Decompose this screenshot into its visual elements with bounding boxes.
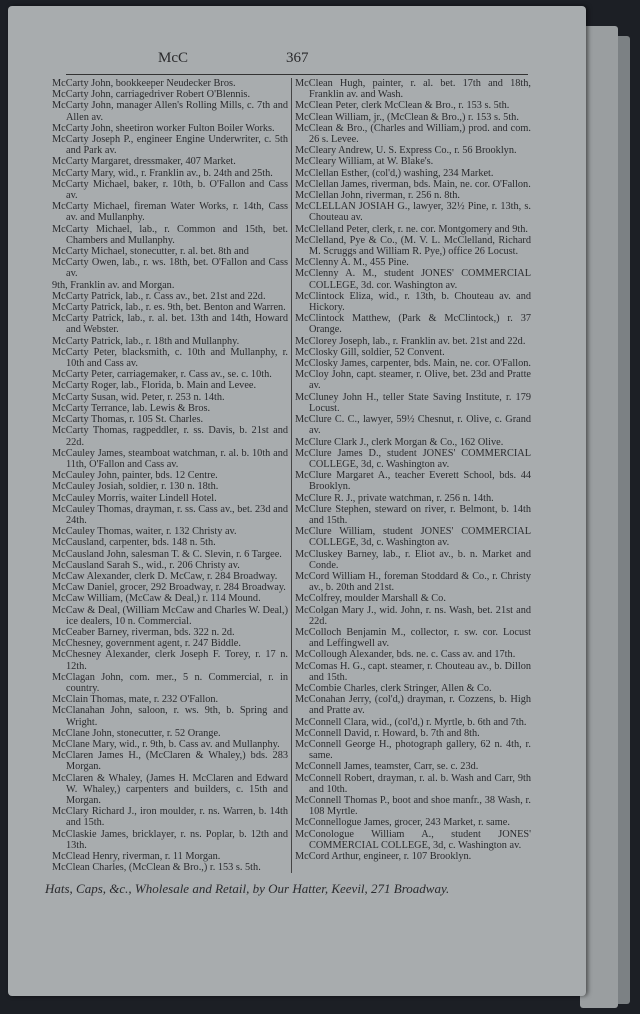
directory-entry: McConnellogue James, grocer, 243 Market, r. same. <box>295 817 510 829</box>
directory-entry: McCarty Michael, lab., r. Common and 15th, bet. Chambers and Mullanphy. <box>52 223 288 246</box>
directory-entry: McClean Peter, clerk McClean & Bro., r. 153 s. 5th. <box>295 100 510 112</box>
directory-entry: McChesney Alexander, clerk Joseph F. Torey, r. 17 n. 12th. <box>52 649 288 672</box>
directory-entry: McClean & Bro., (Charles and William,) prod. and com. 26 s. Levee. <box>295 122 531 146</box>
directory-entry: McClenny A. M., 455 Pine. <box>295 257 409 269</box>
directory-entry: McConahan Jerry, (col'd,) drayman, r. Cozzens, b. High and Pratte av. <box>295 694 531 717</box>
directory-entry: McCarty Patrick, lab., r. 18th and Mullanphy. <box>52 335 240 347</box>
directory-entry: McCollough Alexander, bds. ne. c. Cass av. and 17th. <box>295 649 516 661</box>
directory-entry: McClenny A. M., student JONES' COMMERCIAL COLLEGE, 3d. cor. Washington av. <box>295 268 531 291</box>
directory-entry: McCarty John, carriagedriver Robert O'Blennis. <box>52 89 251 101</box>
directory-entry: McChesney, government agent, r. 247 Biddle. <box>52 638 241 650</box>
directory-entry: McCarty Owen, lab., r. ws. 18th, bet. O'Fallon and Cass av. <box>52 257 288 280</box>
directory-entry: McCarty Roger, lab., Florida, b. Main and Levee. <box>52 380 257 392</box>
directory-entry: McClellan James, riverman, bds. Main, ne. cor. O'Fallon. <box>295 178 531 190</box>
directory-entry: McClure Margaret A., teacher Everett School, bds. 44 Brooklyn. <box>295 470 531 493</box>
directory-entry: McCarty Michael, baker, r. 10th, b. O'Fallon and Cass av. <box>52 178 288 202</box>
directory-entry: McCarty Susan, wid. Peter, r. 253 n. 14th. <box>52 391 225 403</box>
directory-entry: McCauley James, steamboat watchman, r. al. b. 10th and 11th, O'Fallon and Cass av. <box>52 447 288 470</box>
directory-entry: McClelland Peter, clerk, r. ne. cor. Montgomery and 9th. <box>295 223 528 235</box>
directory-entry: McColfrey, moulder Marshall & Co. <box>295 593 446 605</box>
directory-entry: McClean Hugh, painter, r. al. bet. 17th and 18th, Franklin av. and Wash. <box>295 78 531 101</box>
directory-entry: McCarty John, bookkeeper Neudecker Bros. <box>52 78 236 89</box>
directory-entry: McClure C. C., lawyer, 59½ Chesnut, r. Olive, c. Grand av. <box>295 414 531 437</box>
directory-entry: McCaw & Deal, (William McCaw and Charles W. Deal,) ice dealers, 10 n. Commercial. <box>52 604 288 627</box>
directory-entry: McCarty Mary, wid., r. Franklin av., b. 24th and 25th. <box>52 167 273 179</box>
directory-entry: McCarty John, manager Allen's Rolling Mills, c. 7th and Allen av. <box>52 100 288 123</box>
directory-entry: McClary Richard J., iron moulder, r. ns. Warren, b. 14th and 15th. <box>52 806 288 829</box>
directory-entry: McCarty Patrick, lab., r. Cass av., bet. 21st and 22d. <box>52 290 266 302</box>
directory-entry: McCeaber Barney, riverman, bds. 322 n. 2d. <box>52 626 235 638</box>
directory-entry: McCaw Alexander, clerk D. McCaw, r. 284 Broadway. <box>52 570 278 582</box>
directory-columns <box>52 78 532 873</box>
directory-entry: McCord William H., foreman Stoddard & Co., r. Christy av., b. 20th and 21st. <box>295 570 531 594</box>
directory-entry: McClure William, student JONES' COMMERCIAL COLLEGE, 3d, c. Washington av. <box>295 526 531 549</box>
directory-entry: McClane John, stonecutter, r. 52 Orange. <box>52 727 221 739</box>
page-header <box>66 50 528 74</box>
directory-entry: McCausland Sarah S., wid., r. 206 Christy av. <box>52 559 240 571</box>
directory-entry: McCauley Josiah, soldier, r. 130 n. 18th. <box>52 481 219 493</box>
directory-entry: McConnell James, teamster, Carr, se. c. 23d. <box>295 761 479 773</box>
directory-entry: McClaskie James, bricklayer, r. ns. Poplar, b. 12th and 13th. <box>52 828 288 851</box>
directory-entry: McCarty Thomas, r. 105 St. Charles. <box>52 414 204 426</box>
directory-entry: McCaw Daniel, grocer, 292 Broadway, r. 284 Broadway. <box>52 582 286 594</box>
page-number: 367 <box>286 50 309 66</box>
directory-entry: McClelland, Pye & Co., (M. V. L. McClelland, Richard M. Scruggs and William R. Pye,) office 26 Locust. <box>295 234 531 258</box>
directory-entry: McCausland John, salesman T. & C. Slevin, r. 6 Targee. <box>52 548 282 560</box>
directory-entry: McCleary William, at W. Blake's. <box>295 156 434 168</box>
left-column <box>52 78 288 873</box>
directory-entry: McCarty Patrick, lab., r. es. 9th, bet. Benton and Warren. <box>52 302 286 314</box>
directory-entry: McClintock Eliza, wid., r. 13th, b. Chouteau av. and Hickory. <box>295 290 531 314</box>
directory-entry: McClean William, jr., (McClean & Bro.,) r. 153 s. 5th. <box>295 111 519 123</box>
directory-entry: McClintock Matthew, (Park & McClintock,) r. 37 Orange. <box>295 313 531 336</box>
directory-entry: 9th, Franklin av. and Morgan. <box>52 279 175 291</box>
directory-entry: McCarty Terrance, lab. Lewis & Bros. <box>52 402 211 414</box>
right-column <box>295 78 531 873</box>
directory-entry: McCLELLAN JOSIAH G., lawyer, 32½ Pine, r. 13th, s. Chouteau av. <box>295 201 531 224</box>
directory-entry: McColgan Mary J., wid. John, r. ns. Wash, bet. 21st and 22d. <box>295 604 531 627</box>
directory-entry: McClagan John, com. mer., 5 n. Commercial, r. in country. <box>52 671 288 694</box>
directory-entry: McCauley Thomas, drayman, r. ss. Cass av., bet. 23d and 24th. <box>52 503 288 526</box>
directory-entry: McCleary Andrew, U. S. Express Co., r. 56 Brooklyn. <box>295 145 517 157</box>
directory-entry: McClure James D., student JONES' COMMERCIAL COLLEGE, 3d, c. Washington av. <box>295 447 531 470</box>
directory-entry: McClure Clark J., clerk Morgan & Co., 162 Olive. <box>295 436 504 448</box>
directory-entry: McCluskey Barney, lab., r. Eliot av., b. n. Market and Conde. <box>295 548 531 571</box>
directory-entry: McComas H. G., capt. steamer, r. Chouteau av., b. Dillon and 15th. <box>295 660 531 683</box>
directory-entry: McCarty Michael, fireman Water Works, r. 14th, Cass av. and Mullanphy. <box>52 201 288 224</box>
directory-entry: McCord Arthur, engineer, r. 107 Brooklyn. <box>295 851 472 863</box>
directory-entry: McCarty Peter, carriagemaker, r. Cass av., se. c. 10th. <box>52 369 272 381</box>
directory-entry: McClorey Joseph, lab., r. Franklin av. bet. 21st and 22d. <box>295 335 526 347</box>
directory-entry: McClellan John, riverman, r. 256 n. 8th. <box>295 190 461 202</box>
directory-entry: McCauley John, painter, bds. 12 Centre. <box>52 470 218 482</box>
directory-entry: McConnell George H., photograph gallery, 62 n. 4th, r. same. <box>295 738 531 762</box>
directory-entry: McCluney John H., teller State Saving Institute, r. 179 Locust. <box>295 391 531 414</box>
directory-entry: McConnell Thomas P., boot and shoe manfr., 38 Wash, r. 108 Myrtle. <box>295 795 531 818</box>
directory-entry: McClaren & Whaley, (James H. McClaren and Edward W. Whaley,) carpenters and builders, c. 15th and Morgan. <box>52 772 288 806</box>
directory-entry: McCauley Morris, waiter Lindell Hotel. <box>52 492 217 504</box>
directory-entry: McConnell Robert, drayman, r. al. b. Wash and Carr, 9th and 10th. <box>295 772 531 795</box>
directory-entry: McConnell David, r. Howard, b. 7th and 8th. <box>295 727 480 739</box>
directory-entry: McClane Mary, wid., r. 9th, b. Cass av. and Mullanphy. <box>52 738 280 750</box>
footer-advertisement: Hats, Caps, &c., Wholesale and Retail, by Our Hatter, Keevil, 271 Broadway. <box>45 881 450 897</box>
directory-entry: McClaren James H., (McClaren & Whaley,) bds. 283 Morgan. <box>52 750 288 773</box>
directory-entry: McClure R. J., private watchman, r. 256 n. 14th. <box>295 492 494 504</box>
directory-entry: McClure Stephen, steward on river, r. Belmont, b. 14th and 15th. <box>295 503 531 526</box>
directory-entry: McClellan Esther, (col'd,) washing, 234 Market. <box>295 167 494 179</box>
header-rule <box>66 74 528 75</box>
column-divider <box>291 78 292 873</box>
directory-entry: McClanahan John, saloon, r. ws. 9th, b. Spring and Wright. <box>52 705 288 728</box>
directory-entry: McCarty Thomas, ragpeddler, r. ss. Davis, b. 21st and 22d. <box>52 425 288 448</box>
directory-entry: McCarty Michael, stonecutter, r. al. bet. 8th and <box>52 246 249 258</box>
directory-entry: McClosky Gill, soldier, 52 Convent. <box>295 346 445 358</box>
directory-entry: McConologue William A., student JONES' COMMERCIAL COLLEGE, 3d, c. Washington av. <box>295 828 531 851</box>
directory-entry: McClean Charles, (McClean & Bro.,) r. 153 s. 5th. <box>52 862 261 874</box>
directory-entry: McCaw William, (McCaw & Deal,) r. 114 Mound. <box>52 593 261 605</box>
directory-entry: McCauley Thomas, waiter, r. 132 Christy av. <box>52 526 237 538</box>
directory-entry: McCarty Patrick, lab., r. al. bet. 13th and 14th, Howard and Webster. <box>52 313 288 336</box>
directory-entry: McClead Henry, riverman, r. 11 Morgan. <box>52 851 221 863</box>
directory-entry: McCarty Peter, blacksmith, c. 10th and Mullanphy, r. 10th and Cass av. <box>52 346 288 370</box>
directory-entry: McCarty Joseph P., engineer Engine Underwriter, c. 5th and Park av. <box>52 134 288 157</box>
directory-entry: McClosky James, carpenter, bds. Main, ne. cor. O'Fallon. <box>295 358 531 370</box>
directory-entry: McCombie Charles, clerk Stringer, Allen & Co. <box>295 682 492 694</box>
directory-entry: McCloy John, capt. steamer, r. Olive, bet. 23d and Pratte av. <box>295 369 531 392</box>
directory-entry: McCarty John, sheetiron worker Fulton Boiler Works. <box>52 122 275 134</box>
directory-entry: McClain Thomas, mate, r. 232 O'Fallon. <box>52 694 219 706</box>
directory-entry: McCarty Margaret, dressmaker, 407 Market. <box>52 156 236 168</box>
directory-entry: McConnell Clara, wid., (col'd,) r. Myrtle, b. 6th and 7th. <box>295 716 527 728</box>
directory-page <box>8 6 586 996</box>
directory-entry: McColloch Benjamin M., collector, r. sw. cor. Locust and Leffingwell av. <box>295 626 531 650</box>
running-head: McC <box>158 50 188 66</box>
directory-entry: McCausland, carpenter, bds. 148 n. 5th. <box>52 537 216 549</box>
